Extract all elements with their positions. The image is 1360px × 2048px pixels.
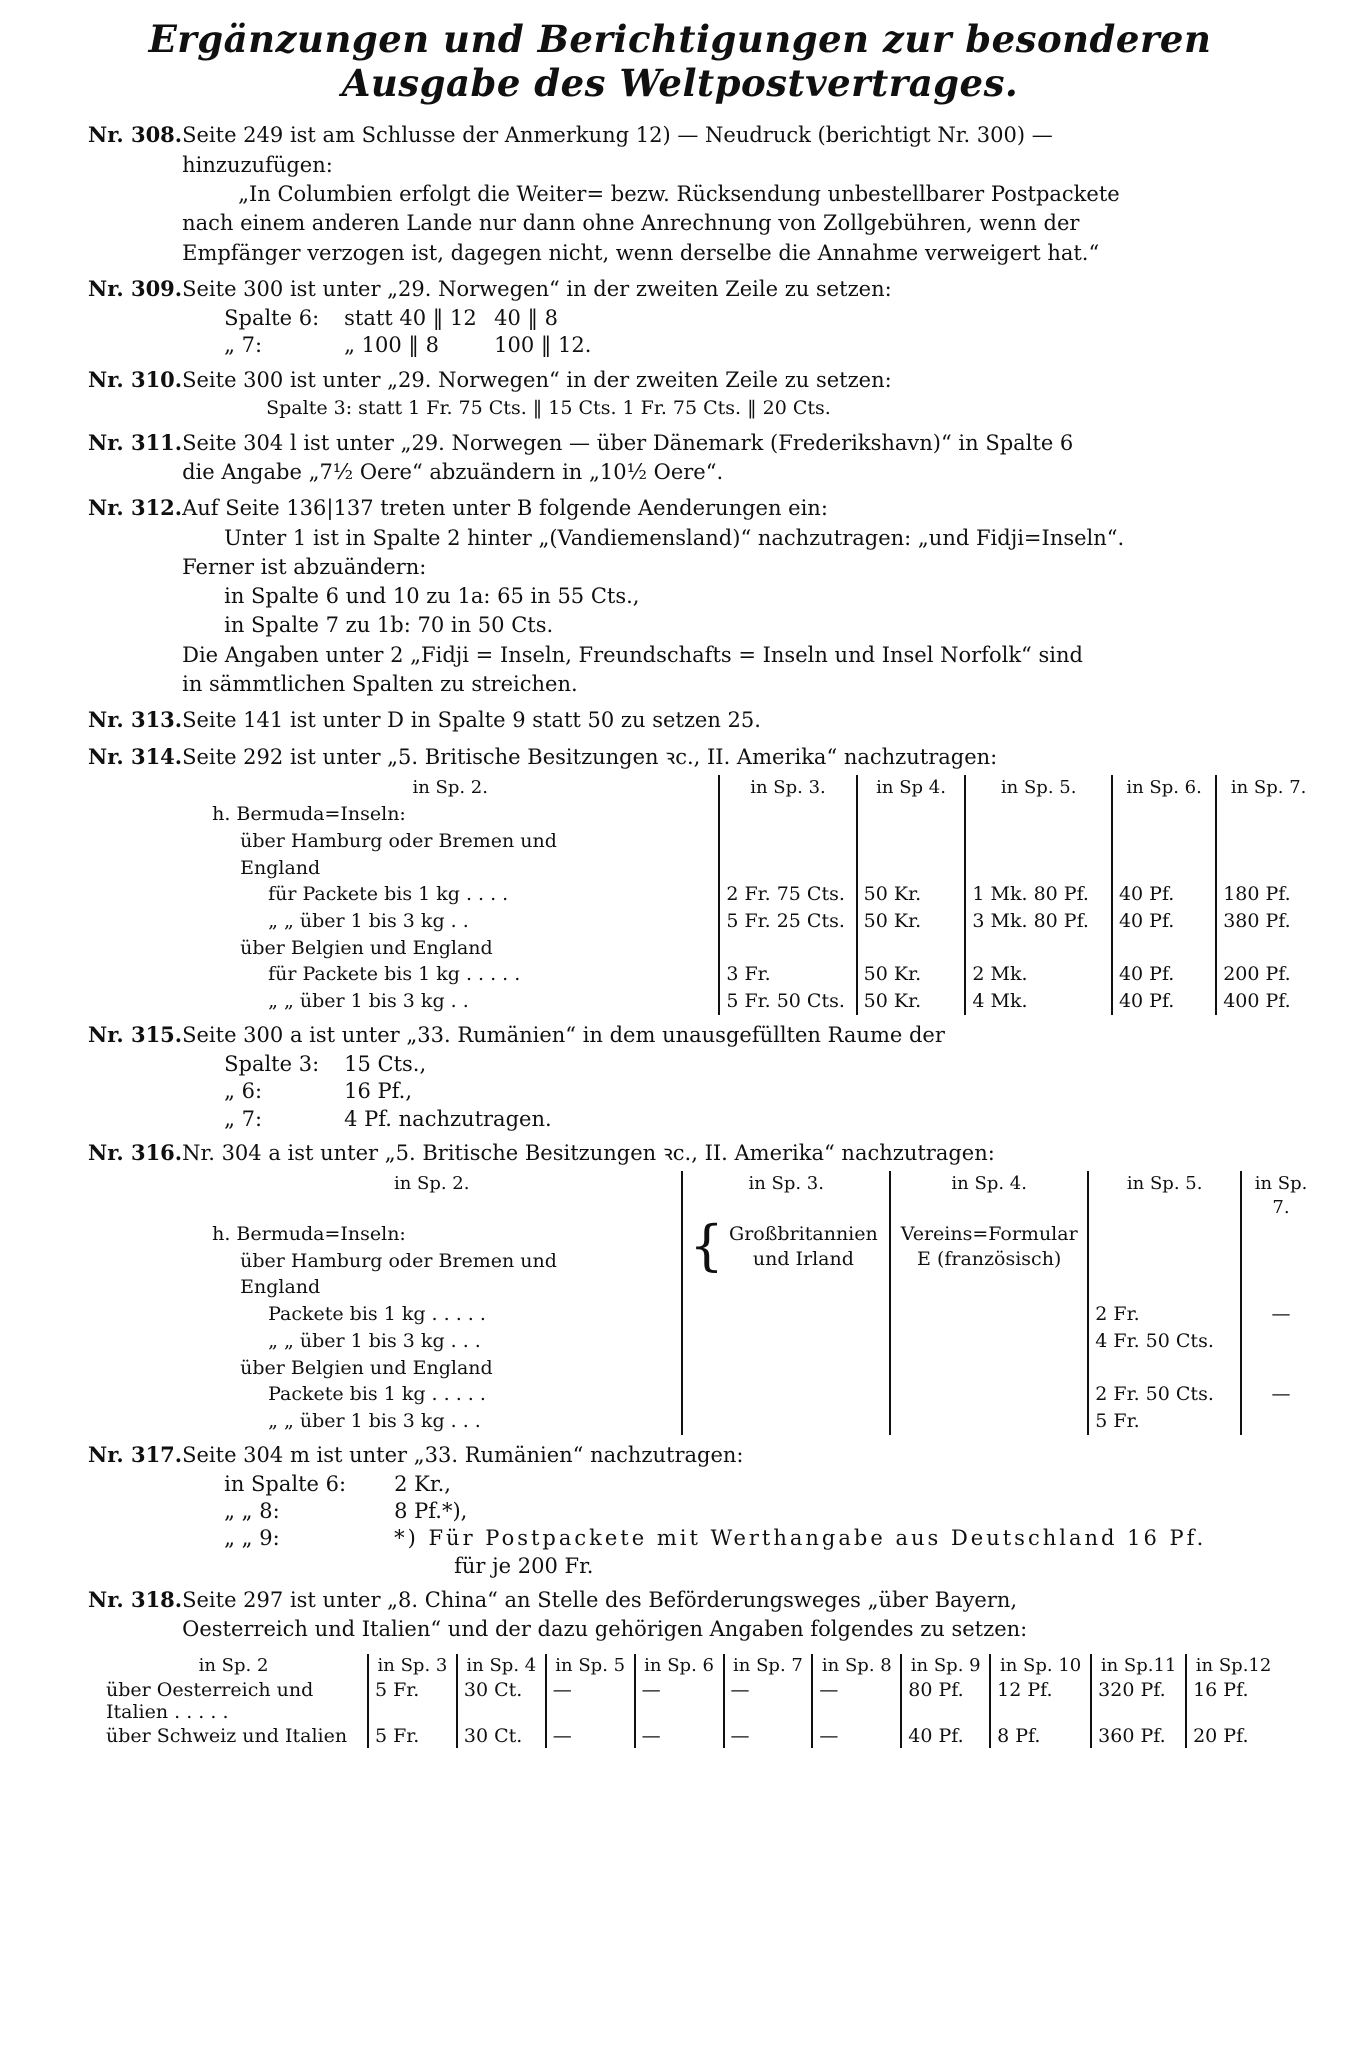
- article-318: [40, 1587, 1320, 1646]
- article-308: [40, 122, 1320, 268]
- cell: 380 Pf.: [1216, 908, 1320, 935]
- column-header: in Sp. 2.: [412, 776, 488, 798]
- page-title-line-2: Ausgabe des Weltpostvertrages.: [341, 60, 1019, 105]
- article-number: Nr. 317.: [88, 1441, 183, 1467]
- cell: [1112, 935, 1216, 962]
- column-header: in Sp. 6.: [1112, 775, 1216, 801]
- column-header: in Sp. 2.: [393, 1173, 470, 1195]
- row-label: „ „ über 1 bis 3 kg . . .: [268, 1329, 481, 1352]
- article-line: Unter 1 ist in Spalte 2 hinter „(Vandiemensland)“ nachzutragen: „und Fidji=Inseln“.: [224, 525, 1125, 550]
- article-line: die Angabe „7½ Oere“ abzuändern in „10½ Oere“.: [182, 459, 724, 484]
- column-header: in Sp. 7: [724, 1654, 813, 1678]
- row-label: „ „ über 1 bis 3 kg . . .: [268, 1409, 481, 1432]
- value-row: [224, 1498, 1320, 1525]
- row-label: „ 7:: [224, 1106, 263, 1131]
- document-body: [0, 109, 1360, 1747]
- cell: —: [546, 1724, 635, 1748]
- article-311: [40, 430, 1320, 489]
- column-header: in Sp. 3.: [719, 775, 856, 801]
- cell: [1088, 1274, 1241, 1301]
- cell: 50 Kr.: [857, 961, 966, 988]
- brace-icon: {: [689, 1214, 724, 1278]
- cell: [1088, 1355, 1241, 1382]
- cell: [719, 828, 856, 855]
- article-313: [40, 707, 1320, 736]
- cell: [1241, 1274, 1320, 1301]
- table-row: [182, 908, 1320, 935]
- value-row: [224, 1051, 1320, 1078]
- page-title-line-1: Ergänzungen und Berichtigungen zur besonderen: [148, 17, 1212, 61]
- row-label: für Packete bis 1 kg . . . .: [268, 883, 509, 906]
- table-314: [182, 775, 1320, 1015]
- row-value: *) Für Postpackete mit Werthangabe aus Deutschland 16 Pf.: [394, 1526, 1207, 1551]
- cell: —: [635, 1678, 724, 1724]
- article-317: [40, 1442, 1320, 1580]
- cell: 8 Pf.: [990, 1724, 1091, 1748]
- row-label: [224, 1553, 454, 1580]
- cell: [1216, 801, 1320, 828]
- cell: 12 Pf.: [990, 1678, 1091, 1724]
- column-header: in Sp 4.: [857, 775, 966, 801]
- cell: —: [635, 1724, 724, 1748]
- cell: [1112, 801, 1216, 828]
- article-310: [40, 367, 1320, 423]
- article-number: Nr. 318.: [88, 1587, 183, 1613]
- cell: [965, 801, 1112, 828]
- cell: 40 Pf.: [1112, 961, 1216, 988]
- column-header: in Sp. 9: [901, 1654, 990, 1678]
- article-line: in sämmtlichen Spalten zu streichen.: [182, 672, 578, 697]
- cell: [719, 855, 856, 882]
- cell: [1241, 1328, 1320, 1355]
- table-row: [182, 1221, 1320, 1248]
- article-content: [182, 707, 1320, 736]
- cell: —: [724, 1724, 813, 1748]
- article-number: Nr. 309.: [88, 275, 183, 301]
- table-row: [182, 988, 1320, 1015]
- article-content: [182, 1022, 1320, 1133]
- article-number: Nr. 313.: [88, 707, 183, 733]
- cell: [1216, 828, 1320, 855]
- cell: 2 Mk.: [965, 961, 1112, 988]
- row-label: über Hamburg oder Bremen und: [240, 830, 557, 853]
- article-line: Seite 304 l ist unter „29. Norwegen — über Dänemark (Frederikshavn)“ in Spalte 6: [182, 430, 1074, 455]
- quote-line: nach einem anderen Lande nur dann ohne Anrechnung von Zollgebühren, wenn der: [182, 211, 1080, 236]
- row-new-value: 100 ‖ 12.: [494, 333, 592, 358]
- article-number: Nr. 308.: [88, 122, 183, 148]
- article-list-item: in Spalte 7 zu 1b: 70 in 50 Cts.: [224, 613, 554, 638]
- cell: 3 Mk. 80 Pf.: [965, 908, 1112, 935]
- article-content: [182, 495, 1320, 700]
- row-label: England: [240, 856, 321, 879]
- article-line: hinzuzufügen:: [182, 152, 333, 177]
- table-row: [182, 855, 1320, 882]
- cell: 2 Fr. 50 Cts.: [1088, 1381, 1241, 1408]
- cell: 50 Kr.: [857, 988, 966, 1015]
- article-line: Oesterreich und Italien“ und der dazu gehörigen Angaben folgendes zu setzen:: [182, 1617, 1028, 1642]
- article-309: [40, 276, 1320, 360]
- table-row: [182, 881, 1320, 908]
- table-318: [100, 1654, 1280, 1748]
- cell: [857, 801, 966, 828]
- row-label: über Hamburg oder Bremen und: [240, 1249, 557, 1272]
- column-header: in Sp. 2: [198, 1654, 269, 1676]
- cell: 5 Fr. 50 Cts.: [719, 988, 856, 1015]
- column-header: in Sp. 6: [635, 1654, 724, 1678]
- article-number: Nr. 316.: [88, 1140, 183, 1166]
- row-new-value: 40 ‖ 8: [494, 306, 559, 331]
- cell: 360 Pf.: [1091, 1724, 1186, 1748]
- column-header: in Sp. 4: [457, 1654, 546, 1678]
- column-header: in Sp. 3.: [682, 1171, 890, 1221]
- article-line: Seite 300 a ist unter „33. Rumänien“ in dem unausgefüllten Raume der: [182, 1022, 945, 1047]
- column-header: in Sp. 7.: [1241, 1171, 1320, 1221]
- row-value: für je 200 Fr.: [454, 1553, 594, 1578]
- row-label: über Belgien und England: [240, 936, 493, 959]
- row-label: Spalte 3:: [224, 1052, 320, 1077]
- cell: [1112, 855, 1216, 882]
- table-body: [100, 1678, 1280, 1748]
- column-header: in Sp. 4.: [890, 1171, 1088, 1221]
- row-label: „ 6:: [224, 1079, 263, 1104]
- cell: [1241, 1408, 1320, 1435]
- cell: —: [1241, 1301, 1320, 1328]
- table-row: [182, 935, 1320, 962]
- merged-cell-sp4: Vereins=Formular E (französisch): [890, 1221, 1088, 1435]
- article-number: Nr. 310.: [88, 366, 183, 392]
- cell: [1241, 1248, 1320, 1275]
- cell: [719, 801, 856, 828]
- article-subline: Spalte 3: statt 1 Fr. 75 Cts. ‖ 15 Cts. 1 Fr. 75 Cts. ‖ 20 Cts.: [266, 396, 831, 419]
- cell: 4 Mk.: [965, 988, 1112, 1015]
- article-line: Seite 292 ist unter „5. Britische Besitzungen ꝛc., II. Amerika“ nachzutragen:: [182, 744, 998, 769]
- article-content: [182, 1442, 1320, 1580]
- cell: [1112, 828, 1216, 855]
- article-315: [40, 1022, 1320, 1133]
- merged-cell-text: Großbritannien und Irland: [729, 1223, 878, 1270]
- article-number: Nr. 311.: [88, 429, 183, 455]
- cell: 200 Pf.: [1216, 961, 1320, 988]
- article-line: Ferner ist abzuändern:: [182, 554, 427, 579]
- cell: 20 Pf.: [1186, 1724, 1280, 1748]
- article-316: [40, 1140, 1320, 1435]
- cell: 5 Fr.: [368, 1724, 457, 1748]
- cell: 320 Pf.: [1091, 1678, 1186, 1724]
- table-row: [100, 1678, 1280, 1724]
- table-316: [182, 1171, 1320, 1434]
- cell: 40 Pf.: [1112, 881, 1216, 908]
- cell: [1241, 1221, 1320, 1248]
- table-body: [182, 801, 1320, 1015]
- cell: [1216, 855, 1320, 882]
- row-label: über Oesterreich und Italien . . . . .: [106, 1678, 314, 1723]
- row-label: „ 7:: [224, 333, 263, 358]
- article-list-item: in Spalte 6 und 10 zu 1a: 65 in 55 Cts.,: [224, 584, 640, 609]
- cell: 400 Pf.: [1216, 988, 1320, 1015]
- table-row: [182, 801, 1320, 828]
- column-header: in Sp. 10: [990, 1654, 1091, 1678]
- cell: 30 Ct.: [457, 1724, 546, 1748]
- value-row: [224, 332, 1320, 359]
- cell: 2 Fr. 75 Cts.: [719, 881, 856, 908]
- column-header: in Sp. 5.: [1088, 1171, 1241, 1221]
- article-312: [40, 495, 1320, 700]
- table-row: [182, 828, 1320, 855]
- article-line: Auf Seite 136|137 treten unter B folgende Aenderungen ein:: [182, 496, 828, 521]
- row-label: für Packete bis 1 kg . . . . .: [268, 963, 521, 986]
- cell: 50 Kr.: [857, 881, 966, 908]
- cell: 80 Pf.: [901, 1678, 990, 1724]
- row-label: „ „ 8:: [224, 1499, 280, 1524]
- cell: —: [546, 1678, 635, 1724]
- cell: [965, 828, 1112, 855]
- cell: —: [812, 1724, 901, 1748]
- row-old-value: „ 100 ‖ 8: [344, 333, 439, 358]
- cell: 1 Mk. 80 Pf.: [965, 881, 1112, 908]
- row-value: 8 Pf.*),: [394, 1499, 468, 1524]
- cell: 4 Fr. 50 Cts.: [1088, 1328, 1241, 1355]
- row-label: in Spalte 6:: [224, 1471, 347, 1496]
- article-content: [182, 430, 1320, 489]
- value-row: [224, 1553, 1320, 1580]
- cell: 5 Fr. 25 Cts.: [719, 908, 856, 935]
- row-value: 16 Pf.,: [344, 1079, 413, 1104]
- article-content: [182, 1140, 1320, 1435]
- column-header: in Sp. 5: [546, 1654, 635, 1678]
- cell: 5 Fr.: [1088, 1408, 1241, 1435]
- cell: 30 Ct.: [457, 1678, 546, 1724]
- row-value: 15 Cts.,: [344, 1052, 427, 1077]
- cell: 3 Fr.: [719, 961, 856, 988]
- quote-line: Empfänger verzogen ist, dagegen nicht, wenn derselbe die Annahme verweigert hat.“: [182, 240, 1100, 265]
- value-row: [224, 1078, 1320, 1105]
- row-label: Packete bis 1 kg . . . . .: [268, 1383, 486, 1406]
- article-number: Nr. 312.: [88, 495, 183, 521]
- article-314: [40, 744, 1320, 1015]
- cell: 40 Pf.: [1112, 908, 1216, 935]
- value-row: [224, 1106, 1320, 1133]
- cell: 2 Fr.: [1088, 1301, 1241, 1328]
- article-line: Die Angaben unter 2 „Fidji = Inseln, Freundschafts = Inseln und Insel Norfolk“ sind: [182, 642, 1083, 667]
- article-content: [182, 744, 1320, 1015]
- column-header: in Sp. 3: [368, 1654, 457, 1678]
- row-label: h. Bermuda=Inseln:: [212, 1223, 406, 1246]
- table-body: [182, 1214, 1320, 1435]
- row-label: über Schweiz und Italien: [106, 1724, 348, 1747]
- value-row: [224, 1471, 1320, 1498]
- cell: 40 Pf.: [1112, 988, 1216, 1015]
- page-title: [0, 0, 1360, 109]
- article-content: [182, 367, 1320, 423]
- value-row: [224, 1525, 1320, 1552]
- column-header: in Sp. 7.: [1216, 775, 1320, 801]
- cell: [857, 828, 966, 855]
- row-label: über Belgien und England: [240, 1356, 493, 1379]
- article-line: Seite 297 ist unter „8. China“ an Stelle des Beförderungsweges „über Bayern,: [182, 1588, 1018, 1613]
- article-line: Seite 300 ist unter „29. Norwegen“ in der zweiten Zeile zu setzen:: [182, 367, 892, 392]
- cell: [1241, 1355, 1320, 1382]
- article-number: Nr. 315.: [88, 1021, 183, 1047]
- column-header: in Sp. 5.: [965, 775, 1112, 801]
- table-row: [100, 1724, 1280, 1748]
- row-label: Spalte 6:: [224, 306, 320, 331]
- cell: 50 Kr.: [857, 908, 966, 935]
- row-value: 4 Pf. nachzutragen.: [344, 1106, 552, 1131]
- cell: [965, 855, 1112, 882]
- row-label: Packete bis 1 kg . . . . .: [268, 1303, 486, 1326]
- cell: —: [1241, 1381, 1320, 1408]
- article-line: Seite 249 ist am Schlusse der Anmerkung 12) — Neudruck (berichtigt Nr. 300) —: [182, 123, 1053, 148]
- cell: [857, 855, 966, 882]
- table-row: [182, 961, 1320, 988]
- cell: 180 Pf.: [1216, 881, 1320, 908]
- article-content: [182, 276, 1320, 360]
- column-header: in Sp.12: [1186, 1654, 1280, 1678]
- cell: —: [812, 1678, 901, 1724]
- cell: [1088, 1221, 1241, 1248]
- article-line: Seite 300 ist unter „29. Norwegen“ in der zweiten Zeile zu setzen:: [182, 276, 892, 301]
- article-line: Seite 141 ist unter D in Spalte 9 statt 50 zu setzen 25.: [182, 708, 761, 733]
- article-content: [182, 1587, 1320, 1646]
- row-label: „ „ 9:: [224, 1526, 280, 1551]
- column-header: in Sp. 8: [812, 1654, 901, 1678]
- cell: —: [724, 1678, 813, 1724]
- table-header: [100, 1654, 1280, 1678]
- article-line: Seite 304 m ist unter „33. Rumänien“ nachzutragen:: [182, 1442, 744, 1467]
- article-content: [182, 122, 1320, 268]
- merged-cell-sp3: [682, 1214, 890, 1435]
- row-label: „ „ über 1 bis 3 kg . .: [268, 990, 469, 1013]
- article-number: Nr. 314.: [88, 743, 183, 769]
- cell: [1216, 935, 1320, 962]
- cell: 5 Fr.: [368, 1678, 457, 1724]
- quote-line: „In Columbien erfolgt die Weiter= bezw. Rücksendung unbestellbarer Postpackete: [238, 181, 1120, 206]
- cell: [857, 935, 966, 962]
- row-label: England: [240, 1276, 321, 1299]
- cell: [719, 935, 856, 962]
- cell: [1088, 1248, 1241, 1275]
- cell: [965, 935, 1112, 962]
- table-header: [182, 1171, 1320, 1221]
- row-old-value: statt 40 ‖ 12: [344, 306, 477, 331]
- row-label: h. Bermuda=Inseln:: [212, 803, 406, 826]
- row-label: „ „ über 1 bis 3 kg . .: [268, 910, 469, 933]
- column-header: in Sp.11: [1091, 1654, 1186, 1678]
- value-row: [224, 305, 1320, 332]
- table-header: [182, 775, 1320, 801]
- row-value: 2 Kr.,: [394, 1471, 451, 1496]
- cell: 16 Pf.: [1186, 1678, 1280, 1724]
- article-line: Nr. 304 a ist unter „5. Britische Besitzungen ꝛc., II. Amerika“ nachzutragen:: [182, 1141, 995, 1166]
- cell: 40 Pf.: [901, 1724, 990, 1748]
